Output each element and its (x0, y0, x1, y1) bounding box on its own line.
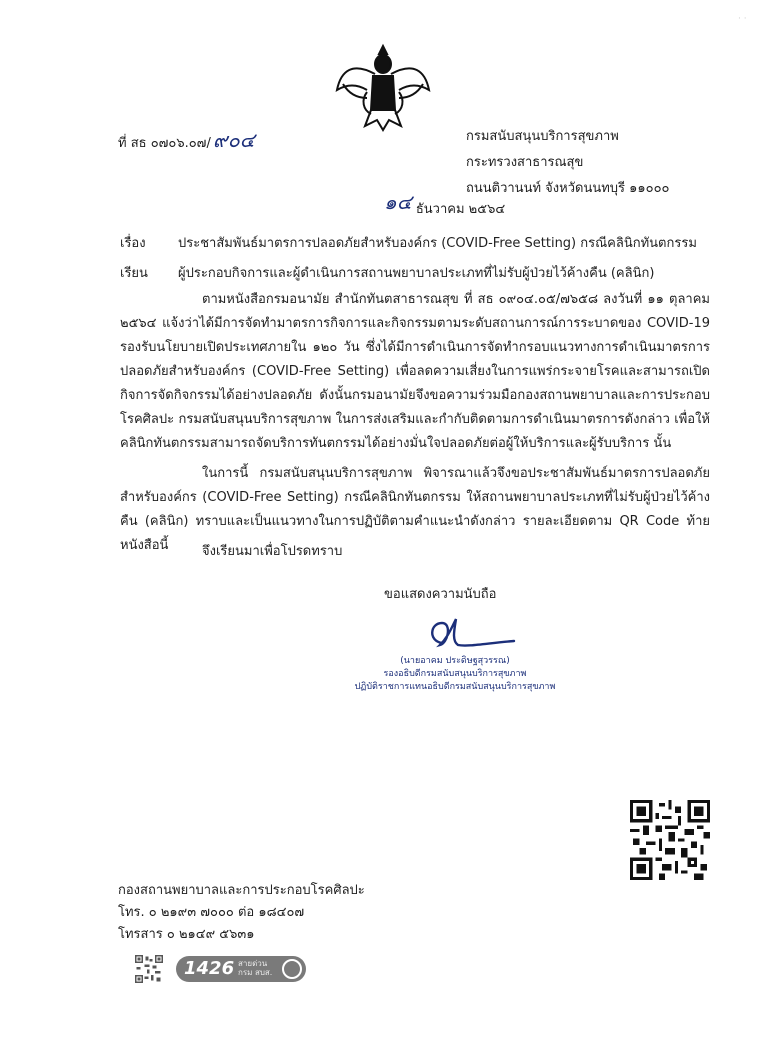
hotline-caption-line: กรม สบส. (238, 968, 273, 977)
address-line: ถนนติวานนท์ จังหวัดนนทบุรี ๑๑๐๐๐ (466, 181, 670, 196)
signer-name: (นายอาคม ประดิษฐสุวรรณ) (400, 656, 510, 666)
footer-fax: โทรสาร ๐ ๒๑๔๙ ๕๖๓๑ (118, 927, 255, 942)
hotline-caption (238, 959, 272, 977)
address-line: กระทรวงสาธารณสุข (466, 155, 584, 170)
paragraph-3: จึงเรียนมาเพื่อโปรดทราบ (202, 544, 343, 559)
footer-phone: โทร. ๐ ๒๑๙๓ ๗๐๐๐ ต่อ ๑๘๔๐๗ (118, 905, 305, 920)
subject-text: ประชาสัมพันธ์มาตรการปลอดภัยสำหรับองค์กร (COVID-Free Setting) กรณีคลินิกทันตกรรม (178, 236, 697, 251)
subject-label: เรื่อง (120, 236, 146, 251)
reference-number-printed: ที่ สธ ๐๗๐๖.๐๗/ (118, 136, 211, 151)
signer-acting-title: ปฏิบัติราชการแทนอธิบดีกรมสนับสนุนบริการสุขภาพ (354, 682, 556, 692)
date-month-year: ธันวาคม ๒๕๖๔ (415, 202, 506, 217)
handwritten-signature (418, 613, 518, 657)
garuda-emblem-icon (333, 40, 433, 136)
closing-salutation: ขอแสดงความนับถือ (384, 587, 497, 602)
date-day-handwritten: ๑๔ (384, 190, 412, 214)
reference-number (118, 124, 255, 156)
hotline-caption-line: สายด่วน (238, 959, 268, 968)
footer-division: กองสถานพยาบาลและการประกอบโรคศิลปะ (118, 883, 365, 898)
qr-code-icon (630, 800, 710, 880)
corner-mark: · · (738, 14, 747, 24)
letter-date (384, 190, 505, 222)
letter-body (120, 288, 710, 456)
paragraph-2: ในการนี้ กรมสนับสนุนบริการสุขภาพ พิจารณาแล้วจึงขอประชาสัมพันธ์มาตรการปลอดภัยสำหรับองค์กร (COVID-Free Setting) กรณีคลินิกทันตกรรม ให้สถานพยาบาลประเภทที่ไม่รับผู้ป่วยไว้ค้างคืน (คลินิก) ทราบและเป็นแนวทางในการปฏิบัติตามคำแนะนำดังกล่าว รายละเอียดตาม QR Code ท้ายหนังสือนี้ (120, 466, 710, 553)
signer-block (340, 655, 570, 694)
signer-title: รองอธิบดีกรมสนับสนุนบริการสุขภาพ (383, 669, 527, 679)
subject-line (120, 232, 697, 253)
footer-contact (118, 880, 365, 946)
hotline-number: 1426 (184, 958, 235, 979)
letter-body-3 (120, 540, 710, 564)
paragraph-1: ตามหนังสือกรมอนามัย สำนักทันตสาธารณสุข ที่ สธ ๐๙๐๔.๐๕/๗๖๕๘ ลงวันที่ ๑๑ ตุลาคม ๒๕๖๔ แจ้งว่าได้มีการจัดทำมาตรการกิจการและกิจกรรมตามระดับสถานการณ์การระบาดของ COVID-19 รองรับนโยบายเปิดประเทศภายใน ๑๒๐ วัน ซึ่งได้มีการดำเนินการจัดทำกรอบแนวทางการดำเนินมาตรการปลอดภัยสำหรับองค์กร (COVID-Free Setting) เพื่อลดความเสี่ยงในการแพร่กระจายโรคและสามารถเปิดกิจการจัดกิจกรรมได้อย่างปลอดภัย ดังนั้นกรมอนามัยจึงขอความร่วมมือกองสถานพยาบาลและการประกอบโรคศิลปะ กรมสนับสนุนบริการสุขภาพ ในการส่งเสริมและกำกับติดตามการดำเนินมาตรการดังกล่าว เพื่อให้คลินิกทันตกรรมสามารถจัดบริการทันตกรรมได้อย่างมั่นใจปลอดภัยต่อผู้ให้บริการและผู้รับบริการ นั้น (120, 292, 710, 451)
phone-icon (282, 959, 302, 979)
small-qr-code-icon (135, 955, 163, 983)
recipient-line (120, 262, 654, 283)
address-line: กรมสนับสนุนบริการสุขภาพ (466, 129, 619, 144)
recipient-text: ผู้ประกอบกิจการและผู้ดำเนินการสถานพยาบาลประเภทที่ไม่รับผู้ป่วยไว้ค้างคืน (คลินิก) (178, 266, 655, 281)
reference-number-handwritten: ๙๐๔ (212, 128, 255, 152)
recipient-label: เรียน (120, 266, 148, 281)
hotline-badge (176, 956, 306, 982)
